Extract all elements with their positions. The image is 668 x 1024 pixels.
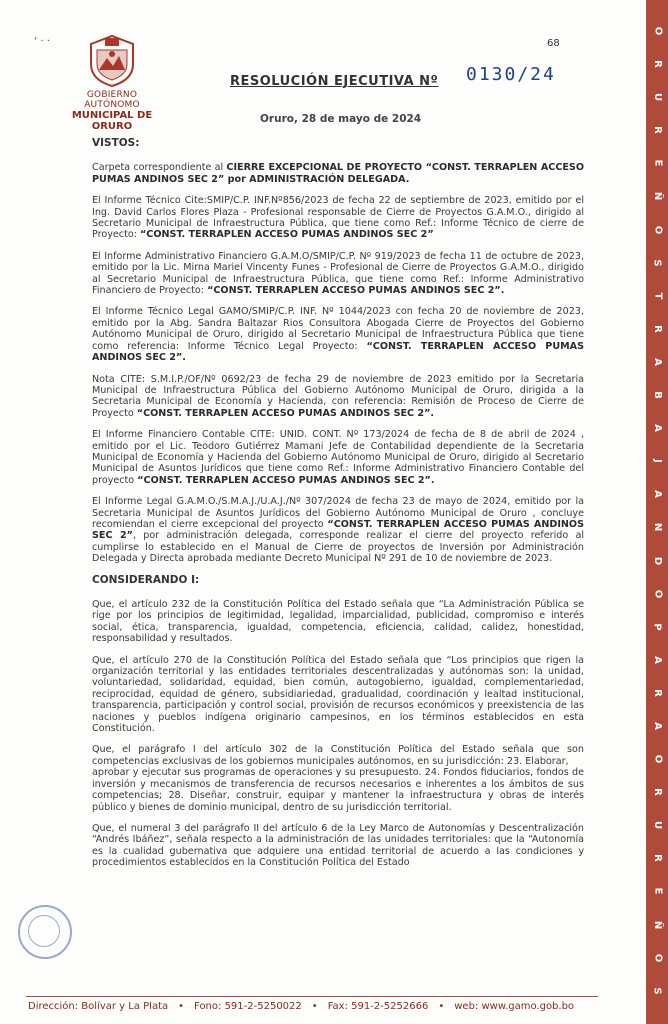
considerando-paragraph: aprobar y ejecutar sus programas de operaciones y su presupuesto. 24. Fondos fiduciarios, fondos de inversión y mecanismos de transferencia de recursos necesarios e inherentes a los ámbitos de sus competencias; 28. Diseñar, construir, equipar y mantener la infraestructura y obras de interés público y bienes de dominio municipal, dentro de su jurisdicción territorial. [92, 767, 584, 813]
document-date: Oruro, 28 de mayo de 2024 [260, 113, 422, 125]
resolution-number: 0130/24 [466, 64, 556, 85]
paragraph-tail: , por administración delegada, corresponde realizar el cierre del proyecto referido al cumplirse lo establecido en el Manual de Cierre de proyectos de Inversión por Administración Delegada y Directa aprobada mediante Decreto Municipal Nº 291 de 10 de noviembre de 2023. [92, 530, 584, 565]
side-banner-letter: A [652, 655, 663, 664]
side-banner-letter: A [652, 490, 663, 499]
paragraph-text: Carpeta correspondiente al [92, 162, 227, 174]
side-banner-letter: S [651, 987, 663, 995]
considerando-paragraph: Que, el artículo 232 de la Constitución Política del Estado señala que “La Administración Pública se rige por los principios de legitimidad, legalidad, imparcialidad, publicidad, compromiso e interés social, ética, transparencia, igualdad, competencia, eficiencia, calidad, calidez, honestidad, responsabilidad y resultados. [92, 599, 584, 645]
footer-web[interactable]: web: www.gamo.gob.bo [454, 1001, 575, 1012]
side-banner-text [646, 26, 668, 996]
paragraph-text: Nota CITE: S.M.I.P./OF/Nº 0692/23 de fecha 29 de noviembre de 2023 emitido por la Secretaria Municipal de Infraestructura Pública del Gobierno Autónomo Municipal de Oruro, dirigida a la Secretaria Municipal de Economía y Hacienda, con referencia: Remisión de Proceso de Cierre de Proyecto [92, 373, 584, 419]
footer-separator: • [178, 1001, 185, 1012]
seal-inner-ring [28, 915, 60, 947]
paragraph-bold: “CONST. TERRAPLEN ACCESO PUMAS ANDINOS SEC 2” [92, 518, 584, 542]
vistos-paragraph [92, 195, 584, 241]
document-body [92, 138, 584, 879]
coat-of-arms-icon [83, 30, 141, 88]
vistos-paragraph [92, 251, 584, 297]
municipal-logo [62, 30, 162, 132]
footer-separator: • [438, 1001, 445, 1012]
page-number: 68 [547, 38, 560, 49]
considerando-paragraph: Que, el parágrafo I del artículo 302 de la Constitución Política del Estado señala que son competencias exclusivas de los gobiernos municipales autónomos, en su jurisdicción: 23. Elaborar, [92, 744, 584, 767]
side-banner-letter: R [651, 788, 663, 797]
footer-address: Dirección: Bolívar y La Plata [28, 1001, 169, 1012]
footer-divider [26, 996, 598, 997]
paragraph-bold: “CONST. TERRAPLEN ACCESO PUMAS ANDINOS SEC 2” [140, 229, 434, 241]
scan-mark: ‘ · · [34, 36, 50, 47]
side-banner-letter: R [651, 126, 663, 135]
logo-line1: GOBIERNO AUTÓNOMO [84, 90, 140, 110]
side-banner-letter: T [651, 292, 663, 300]
considerando-paragraph: Que, el artículo 270 de la Constitución Política del Estado señala que “Los principios que rigen la organización territorial y las entidades territoriales descentralizadas y autónomas son: la unidad, voluntariedad, solidaridad, equidad, bien común, autogobierno, igualdad, complementariedad, reciprocidad, equidad de género, subsidiariedad, gradualidad, coordinación y lealtad institucional, transparencia, participación y control social, provisión de recursos económicos y preexistencia de las naciones y pueblos indígena originario campesinos, en los términos establecidos en esta Constitución. [92, 654, 584, 735]
paragraph-bold: “CONST. TERRAPLEN ACCESO PUMAS ANDINOS SEC 2”. [92, 340, 585, 364]
official-seal-stamp [18, 905, 72, 959]
vistos-paragraph [92, 496, 584, 564]
paragraph-text: El Informe Legal G.A.M.O./S.M.A.J./U.A.J./Nº 307/2024 de fecha 23 de mayo de 2024, emitido por la Secretaria Municipal de Asuntos Jurídicos del Gobierno Autónomo Municipal de Oruro , concluye recomiendan el cierre excepcional del proyecto [92, 496, 584, 530]
paragraph-text: El Informe Financiero Contable CITE: UNID. CONT. Nº 173/2024 de fecha de 8 de abril de 2024 , emitido por el Lic. Teodoro Gutiérrez Mamani Jefe de Contabilidad dependiente de la Secretaria Municipal de Economía y Hacienda del Gobierno Autónomo Municipal de Oruro, dirigido al Secretario Municipal de Asuntos Jurídicos que tiene como Ref.: Informe Administrativo Financiero Contable del proyecto [92, 429, 584, 486]
footer-phone: Fono: 591-2-5250022 [194, 1001, 302, 1012]
paragraph-bold: CIERRE EXCEPCIONAL DE PROYECTO “CONST. TERRAPLEN ACCESO PUMAS ANDINOS SEC 2” por ADMINISTRACIÓN DELEGADA. [92, 162, 584, 185]
paragraph-bold: “CONST. TERRAPLEN ACCESO PUMAS ANDINOS SEC 2”. [136, 407, 435, 419]
side-banner-letter: O [651, 589, 663, 598]
logo-line2: MUNICIPAL DE ORURO [71, 110, 153, 132]
side-banner-letter: J [651, 459, 663, 464]
vistos-paragraph [92, 306, 584, 363]
paragraph-bold: “CONST. TERRAPLEN ACCESO PUMAS ANDINOS SEC 2”. [137, 474, 435, 486]
considerando-paragraph: Que, el numeral 3 del parágrafo II del artículo 6 de la Ley Marco de Autonomías y Descentralización “Andrés Ibáñez”, señala respecto a la administración de las unidades territoriales: que la “Autonomía es la cualidad gubernativa que adquiere una entidad territorial de acuerdo a las condiciones y procedimientos establecidos en la Constitución Política del Estado [92, 822, 584, 869]
considerando-heading: CONSIDERANDO I: [92, 573, 200, 586]
side-banner-letter: N [652, 523, 663, 532]
vistos-paragraph [92, 374, 584, 420]
side-banner-letter: P [652, 623, 663, 631]
side-banner-letter: O [651, 26, 663, 36]
footer [28, 1001, 600, 1012]
side-banner-letter: Ñ [652, 192, 663, 201]
paragraph-text: El Informe Administrativo Financiero G.A.M.O/SMIP/C.P. Nº 919/2023 de fecha 11 de octubre de 2023, emitido por la Lic. Mirna Mariel Vincenty Funes - Profesional de Cierre de Proyectos G.A.M.O., dirigido al Secretario Municipal de Infraestructura Pública, que tiene como Ref.: Informe Administrativo Financiero de Proyecto: [92, 250, 584, 297]
vistos-heading: VISTOS: [92, 137, 140, 149]
paragraph-bold: “CONST. TERRAPLEN ACCESO PUMAS ANDINOS SEC 2”. [207, 285, 505, 297]
side-banner-letter: A [652, 358, 663, 366]
side-banner-letter: O [651, 225, 663, 234]
side-banner-letter: D [652, 556, 663, 565]
side-banner-letter: O [651, 953, 663, 962]
side-banner-letter: E [652, 888, 663, 895]
side-banner-letter: A [652, 424, 663, 432]
footer-fax: Fax: 591-2-5252666 [327, 1001, 429, 1012]
side-banner-letter: R [651, 689, 663, 697]
vistos-paragraph [92, 429, 584, 486]
side-banner-letter: B [652, 391, 663, 399]
paragraph-text: El Informe Técnico Cite:SMIP/C.P. INF.Nº856/2023 de fecha 22 de septiembre de 2023, emitido por el Ing. David Carlos Flores Plaza - Profesional responsable de Cierre de Proyectos G.A.M.O., dirigido al Secretario Municipal de Infraestructura Pública, que tiene como Ref.: Informe Técnico de cierre de Proyecto: [92, 195, 584, 241]
vistos-paragraph [92, 162, 584, 185]
side-banner-letter: S [651, 259, 663, 267]
side-banner-letter: U [652, 821, 663, 830]
side-banner-letter: U [652, 93, 663, 102]
title-row [230, 64, 580, 89]
side-banner-letter: A [652, 722, 663, 730]
paragraph-text: El Informe Técnico Legal GAMO/SMIP/C.P. INF. Nº 1044/2023 con fecha 20 de noviembre de 2023, emitido por la Abg. Sandra Baltazar Rios Consultora Abogada Cierre de Proyectos del Gobierno Autónomo Municipal de Oruro, dirigido al Secretario Municipal de Infraestructura Pública que tiene como referencia: Informe Técnico Legal Proyecto: [92, 306, 584, 352]
side-banner-letter: R [651, 854, 663, 863]
side-banner-letter: R [651, 324, 663, 333]
side-banner-letter: R [651, 60, 663, 68]
side-banner-letter: Ñ [652, 920, 663, 929]
side-banner-letter: E [652, 159, 663, 167]
document-title: RESOLUCIÓN EJECUTIVA Nº [230, 74, 439, 89]
side-banner-letter: O [651, 754, 663, 764]
footer-separator: • [311, 1001, 318, 1012]
